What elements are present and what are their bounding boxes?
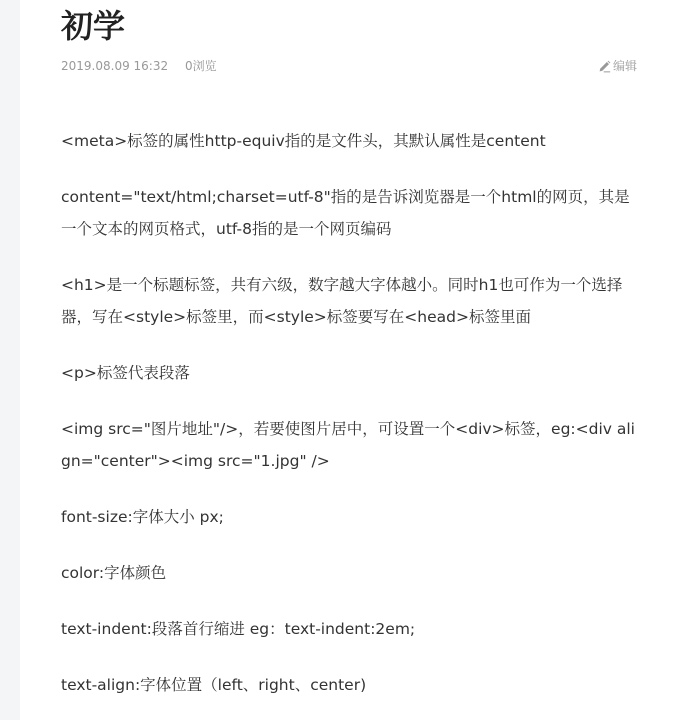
paragraph-color: color:字体颜色 bbox=[61, 564, 167, 582]
paragraph-p-tag: <p>标签代表段落 bbox=[61, 364, 190, 382]
article-body bbox=[61, 125, 641, 720]
view-count: 0浏览 bbox=[185, 59, 217, 73]
publish-date: 2019.08.09 16:32 bbox=[61, 59, 169, 73]
paragraph-content-attr: content="text/html;charset=utf-8"指的是告诉浏览器是一个html的网页，其是一个文本的网页格式，utf-8指的是一个网页编码 bbox=[61, 188, 630, 238]
paragraph-font-size: font-size:字体大小 px; bbox=[61, 508, 224, 526]
left-gutter bbox=[0, 0, 20, 720]
paragraph-meta-tag: <meta>标签的属性http-equiv指的是文件头，其默认属性是centent bbox=[61, 132, 546, 150]
paragraph-text-align: text-align:字体位置（left、right、center) bbox=[61, 676, 367, 694]
paragraph-h1-tag: <h1>是一个标题标签，共有六级，数字越大字体越小。同时h1也可作为一个选择器，写在<style>标签里，而<style>标签要写在<head>标签里面 bbox=[61, 276, 623, 326]
article-meta bbox=[61, 58, 637, 74]
pencil-icon bbox=[598, 60, 611, 73]
paragraph-text-indent: text-indent:段落首行缩进 eg：text-indent:2em; bbox=[61, 620, 416, 638]
edit-button[interactable] bbox=[598, 58, 637, 74]
edit-label: 编辑 bbox=[612, 59, 637, 73]
article-title: 初学 bbox=[61, 7, 126, 45]
paragraph-img-tag: <img src="图片地址"/>，若要使图片居中，可设置一个<div>标签，eg:<div align="center"><img src="1.jpg" /> bbox=[61, 420, 635, 470]
